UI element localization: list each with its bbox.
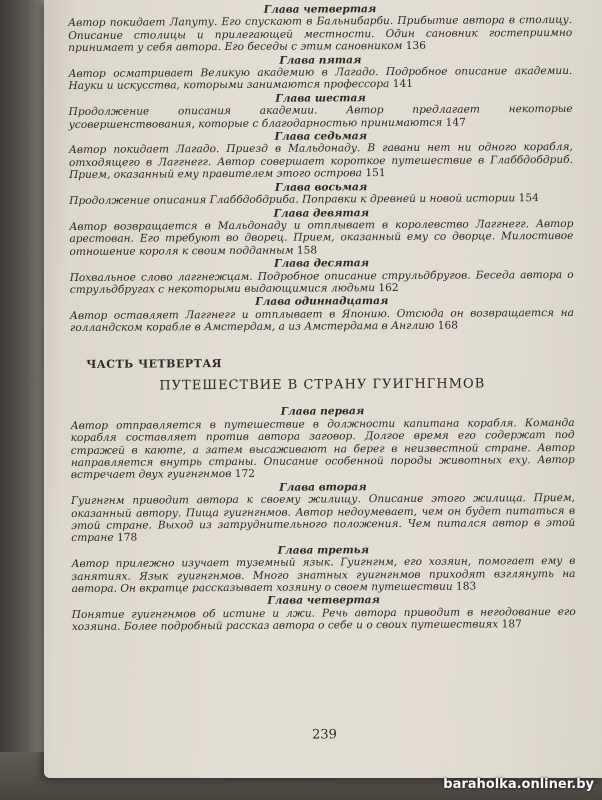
chapter-entry bbox=[71, 543, 575, 596]
chapter-entry bbox=[69, 180, 573, 208]
watermark: baraholka.onliner.by bbox=[443, 777, 594, 792]
chapter-heading: Глава пятая bbox=[279, 53, 362, 67]
chapter-summary: Похвальное слово лаггнежцам. Подробное описание струльдбругов. Беседа автора о струльдбругах с некоторыми выдающимися людьми 162 bbox=[69, 268, 574, 296]
chapter-page: 136 bbox=[405, 40, 427, 53]
chapter-summary: Автор покидает Лагадо. Приезд в Мальдонаду. В гавани нет ни одного корабля, отходящего в Лаггнегг. Автор совершает короткое путешествие в Глаббдобдриб. Прием, оказанный ему правителем этого острова 151 bbox=[68, 141, 573, 182]
chapter-page: 154 bbox=[518, 192, 539, 205]
chapter-summary: Продолжение описания Глаббдобдриба. Поправки к древней и новой истории 154 bbox=[69, 192, 539, 208]
chapter-heading: Глава десятая bbox=[274, 257, 370, 270]
chapter-page: 141 bbox=[392, 78, 413, 91]
chapter-summary: Понятие гуигнгнмов об истине и лжи. Речь автора приводит в негодование его хозяина. Более подробный рассказ автора о себе и о своих путешествиях 187 bbox=[71, 605, 576, 634]
chapter-heading: Глава одиннадцатая bbox=[255, 295, 389, 309]
background-left bbox=[0, 0, 46, 800]
chapter-heading: Глава третья bbox=[277, 544, 370, 557]
chapter-summary: Автор возвращается в Мальдонаду и отплывает в королевство Лаггнегг. Автор арестован. Его требуют во дворец. Прием, оказанный ему со дворце. Милостивое отношение короля к своим подданным 158 bbox=[69, 217, 574, 258]
chapter-heading: Глава четвертая bbox=[263, 3, 377, 16]
chapter-page: 168 bbox=[437, 319, 458, 332]
chapter-entry bbox=[68, 2, 572, 55]
chapter-page: 151 bbox=[365, 167, 386, 180]
chapter-entry bbox=[70, 256, 574, 296]
chapter-summary: Гуигнгнм приводит автора к своему жилищу. Описание этого жилища. Прием, оказанный автору. Пища гуигнгнмов. Автор недоумевает, чем он будет питаться в этой стране. Выход из затруднительного положения. Чем питался автор в этой стране 178 bbox=[71, 492, 576, 545]
chapter-summary: Продолжение описания академии. Автор предлагает некоторые усовершенствования, которые с благодарностью принимаются 147 bbox=[68, 103, 573, 131]
part-title: ПУТЕШЕСТВИЕ В СТРАНУ ГУИГНГНМОВ bbox=[159, 376, 486, 394]
chapter-page: 183 bbox=[455, 580, 477, 593]
chapter-summary: Автор оставляет Лаггнегг и отплывает в Японию. Отсюда он возвращается на голландском корабле в Амстердам, а из Амстердама в Англию 168 bbox=[69, 306, 574, 335]
chapter-entry bbox=[70, 404, 574, 482]
chapter-page: 162 bbox=[378, 281, 399, 295]
chapter-entry bbox=[70, 294, 574, 334]
chapter-entry bbox=[71, 480, 575, 545]
page-number: 239 bbox=[312, 727, 337, 743]
chapter-heading: Глава восьмая bbox=[274, 180, 368, 194]
book-page bbox=[44, 0, 602, 778]
table-of-contents bbox=[68, 1, 576, 743]
chapter-heading: Глава седьмая bbox=[274, 130, 368, 143]
chapter-entry bbox=[72, 593, 576, 633]
chapter-heading: Глава шестая bbox=[275, 92, 366, 105]
chapter-heading: Глава девятая bbox=[273, 206, 370, 220]
chapter-entry bbox=[69, 129, 573, 182]
chapter-summary: Автор осматривает Великую академию в Лагадо. Подробное описание академии. Науки и искусства, которыми занимаются профессора 141 bbox=[68, 64, 573, 93]
chapter-heading: Глава вторая bbox=[279, 480, 367, 494]
chapter-page: 158 bbox=[296, 244, 318, 257]
chapter-heading: Глава четвертая bbox=[267, 594, 380, 608]
chapter-page: 172 bbox=[234, 468, 255, 481]
chapter-summary: Автор отправляется в путешествие в должности капитана корабля. Команда корабля составляет против автора заговор. Долгое время его содержат под стражей в каюте, а затем высаживают на берег в неизвестной стране. Автор направляется внутрь страны. Описание особенной породы животных еху. Автор встречает двух гуигнгнмов 172 bbox=[70, 416, 575, 482]
chapter-entry bbox=[69, 91, 573, 131]
chapter-entry bbox=[68, 53, 572, 93]
chapter-summary: Автор прилежно изучает туземный язык. Гуигнгнм, его хозяин, помогает ему в занятиях. Язык гуигнгнмов. Много знатных гуигнгнмов приходят взглянуть на автора. Он вкратце рассказывает хозяину о своем путешествии 183 bbox=[71, 555, 576, 596]
chapter-entry bbox=[69, 205, 573, 258]
chapter-summary: Автор покидает Лапуту. Его спускают в Бальнибарби. Прибытие автора в столицу. Описание столицы и прилегающей местности. Один сановник гостеприимно принимает у себя автора. Его беседы с этим сановником 136 bbox=[68, 14, 573, 55]
part-label: ЧАСТЬ ЧЕТВЕРТАЯ bbox=[86, 356, 223, 371]
chapter-page: 147 bbox=[445, 116, 466, 129]
chapter-page: 187 bbox=[501, 618, 522, 631]
chapter-heading: Глава первая bbox=[280, 405, 365, 419]
chapter-page: 178 bbox=[116, 532, 138, 545]
